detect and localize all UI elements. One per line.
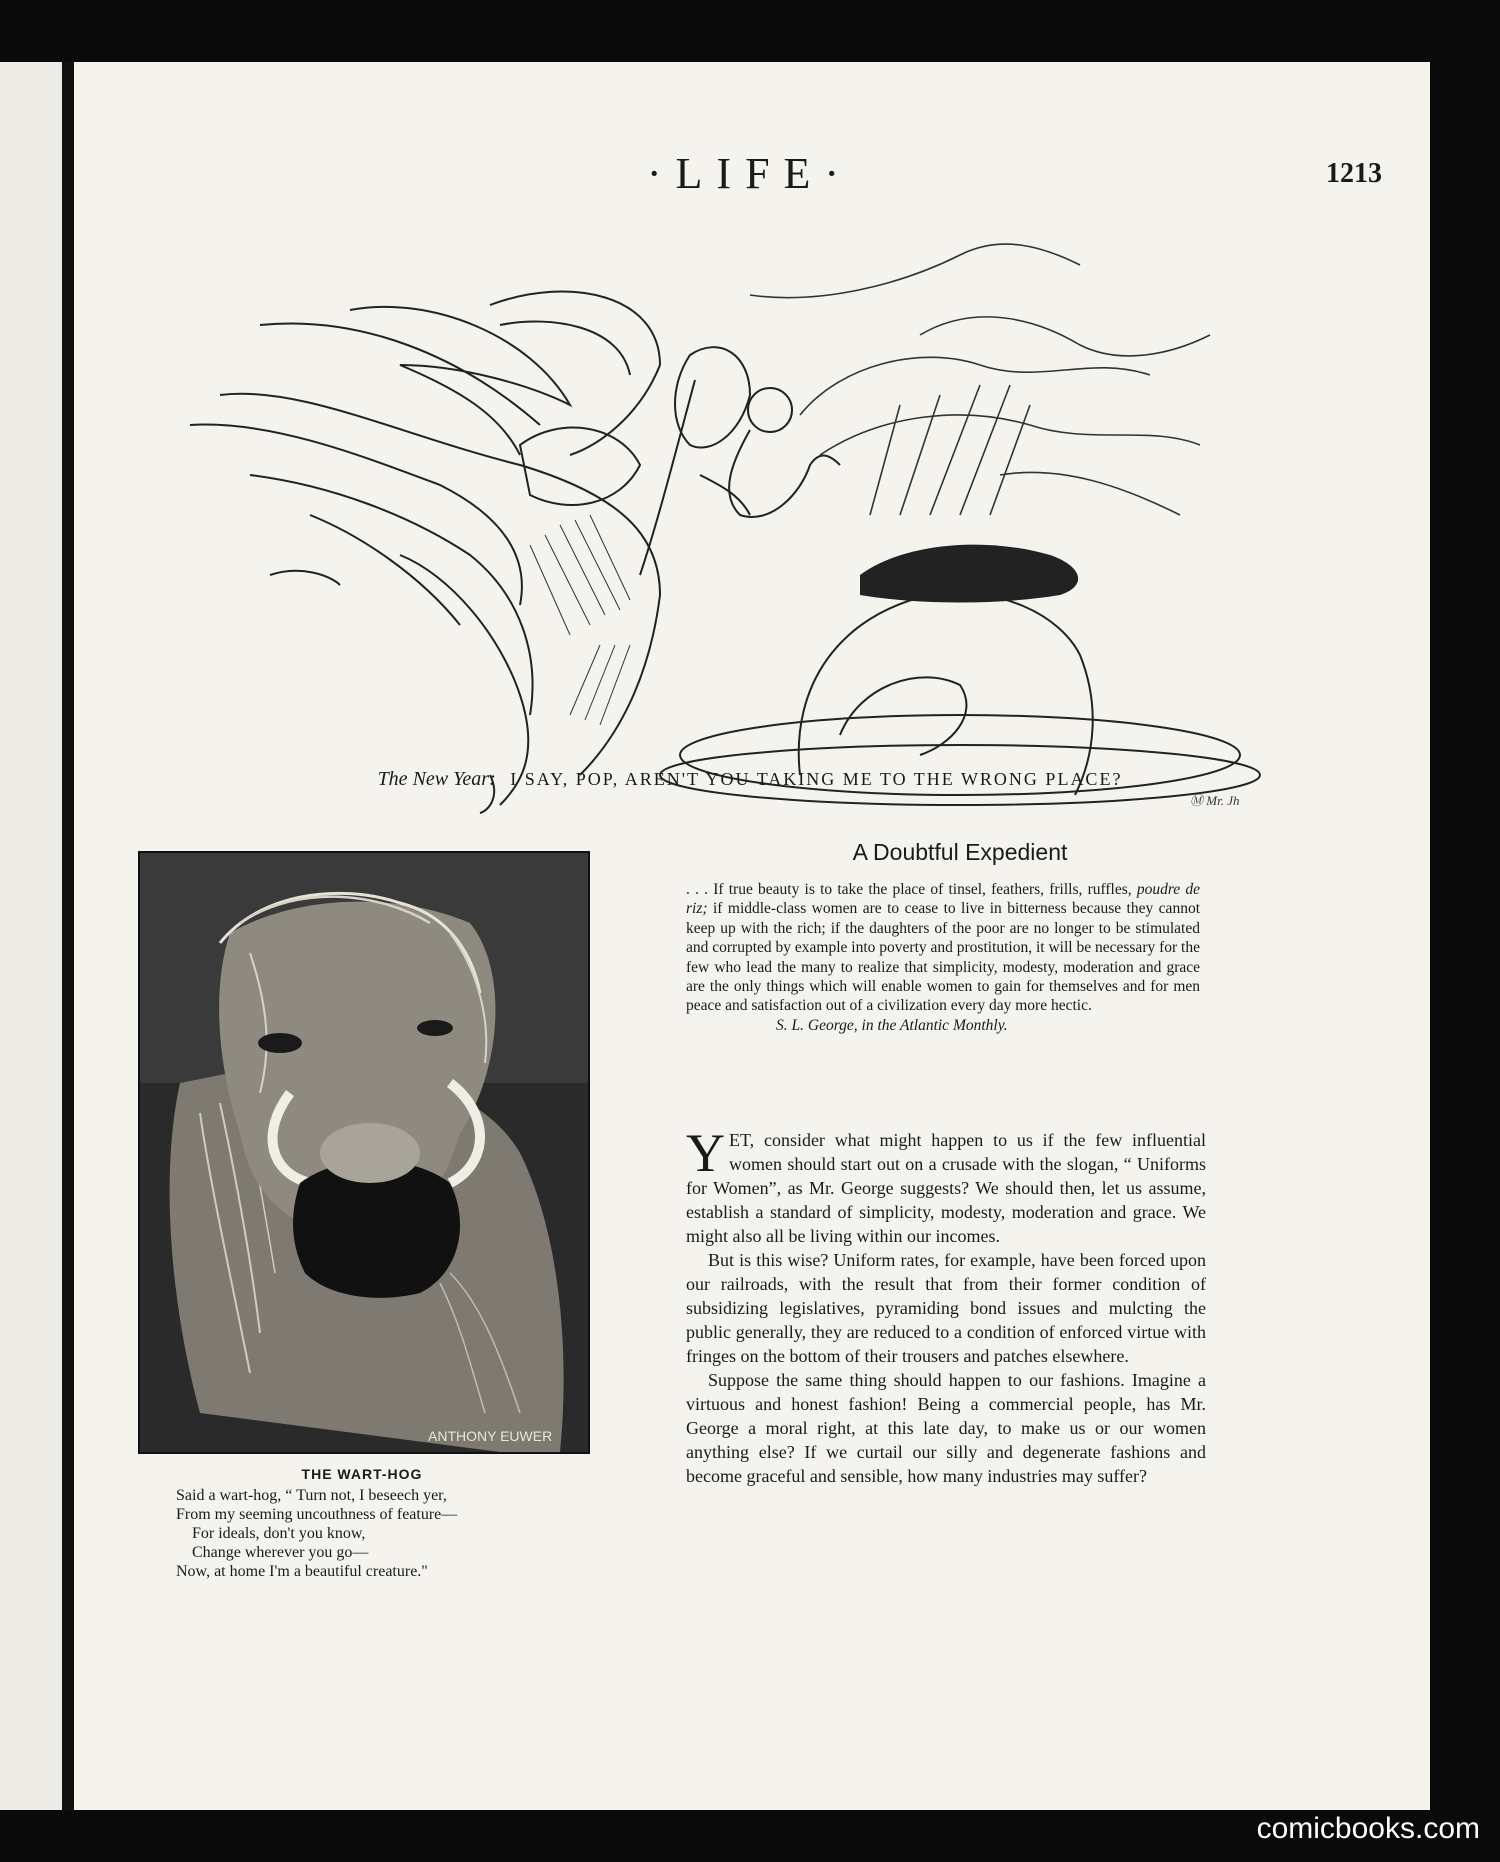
- angel-figure: [190, 292, 840, 814]
- new-year-caption: [0, 768, 1500, 791]
- artist-signature: Ⓜ Mr. Jh: [1190, 793, 1240, 808]
- explosion-crowd: [860, 545, 1078, 603]
- article-epigraph: [686, 880, 1200, 1035]
- page-gutter: [62, 62, 74, 1810]
- explosion-smoke: [750, 244, 1210, 515]
- wart-hog-title: THE WART-HOG: [301, 1466, 423, 1482]
- poem-line: For ideals, don't you know,: [176, 1525, 366, 1542]
- drop-cap: Y: [686, 1123, 725, 1183]
- poem-line: Said a wart-hog, “ Turn not, I beseech yer,: [176, 1487, 447, 1504]
- page-number: 1213: [1326, 158, 1382, 189]
- article-body: [686, 1123, 1206, 1488]
- new-year-illustration: [100, 215, 1300, 815]
- masthead: ·LIFE·: [646, 149, 854, 198]
- poem-line: From my seeming uncouthness of feature—: [176, 1506, 458, 1523]
- caption-speech: I SAY, POP, AREN'T YOU TAKING ME TO THE WRONG PLACE?: [510, 769, 1123, 789]
- quote-text-continued: if middle-class women are to cease to live in bitterness because they cannot keep up with the rich; if the daughters of the poor are no longer to be stimulated and corrupted by example into poverty and prostitution, it will be necessary for the few who lead the many to realize that simplicity, modesty, moderation and grace are the only things which will enable women to gain for themselves and for men peace and satisfaction out of a civilization every day more hectic.: [686, 900, 1200, 1015]
- quote-italic-text: poudre de riz;: [686, 881, 1200, 918]
- poem-line: Change wherever you go—: [176, 1544, 369, 1561]
- previous-page-edge: [0, 62, 62, 1810]
- quote-attribution: S. L. George, in the Atlantic Monthly.: [776, 1016, 1008, 1034]
- article-paragraph-2: But is this wise? Uniform rates, for example, have been forced upon our railroads, with the result that from their former condition of subsidizing legislatives, pyramiding bond issues and mulcting the public generally, they are reduced to a condition of enforced virtue with fringes on the bottom of their trousers and patches elsewhere.: [686, 1250, 1206, 1366]
- site-watermark: comicbooks.com: [1256, 1812, 1480, 1845]
- article-paragraph-1: [686, 1123, 1206, 1248]
- wart-hog-poem: [176, 1486, 457, 1581]
- paragraph-text: consider what might happen to us if the few influential women should start out on a crusade with the slogan, “ Uniforms for Women”, as Mr. George suggests? We should then, let us assume, establish a standard of simplicity, modesty, moderation and grace. We might also all be living within our incomes.: [686, 1130, 1206, 1246]
- quote-text: . . . If true beauty is to take the place of tinsel, feathers, frills, ruffles,: [686, 881, 1137, 898]
- lead-in: ET,: [729, 1130, 755, 1150]
- caption-speaker: The New Year:: [377, 768, 496, 790]
- wart-hog-illustration: [138, 851, 590, 1454]
- poem-line: Now, at home I'm a beautiful creature.": [176, 1563, 428, 1580]
- article-paragraph-3: Suppose the same thing should happen to our fashions. Imagine a virtuous and honest fashion! Being a commercial people, has Mr. George a moral right, at this late day, to make us or our women anything else? If we curtail our silly and degenerate fashions and become graceful and sensible, how many industries may suffer?: [686, 1370, 1206, 1486]
- article-title: A Doubtful Expedient: [852, 839, 1068, 865]
- warthog-artist-signature: ANTHONY EUWER: [428, 1428, 553, 1444]
